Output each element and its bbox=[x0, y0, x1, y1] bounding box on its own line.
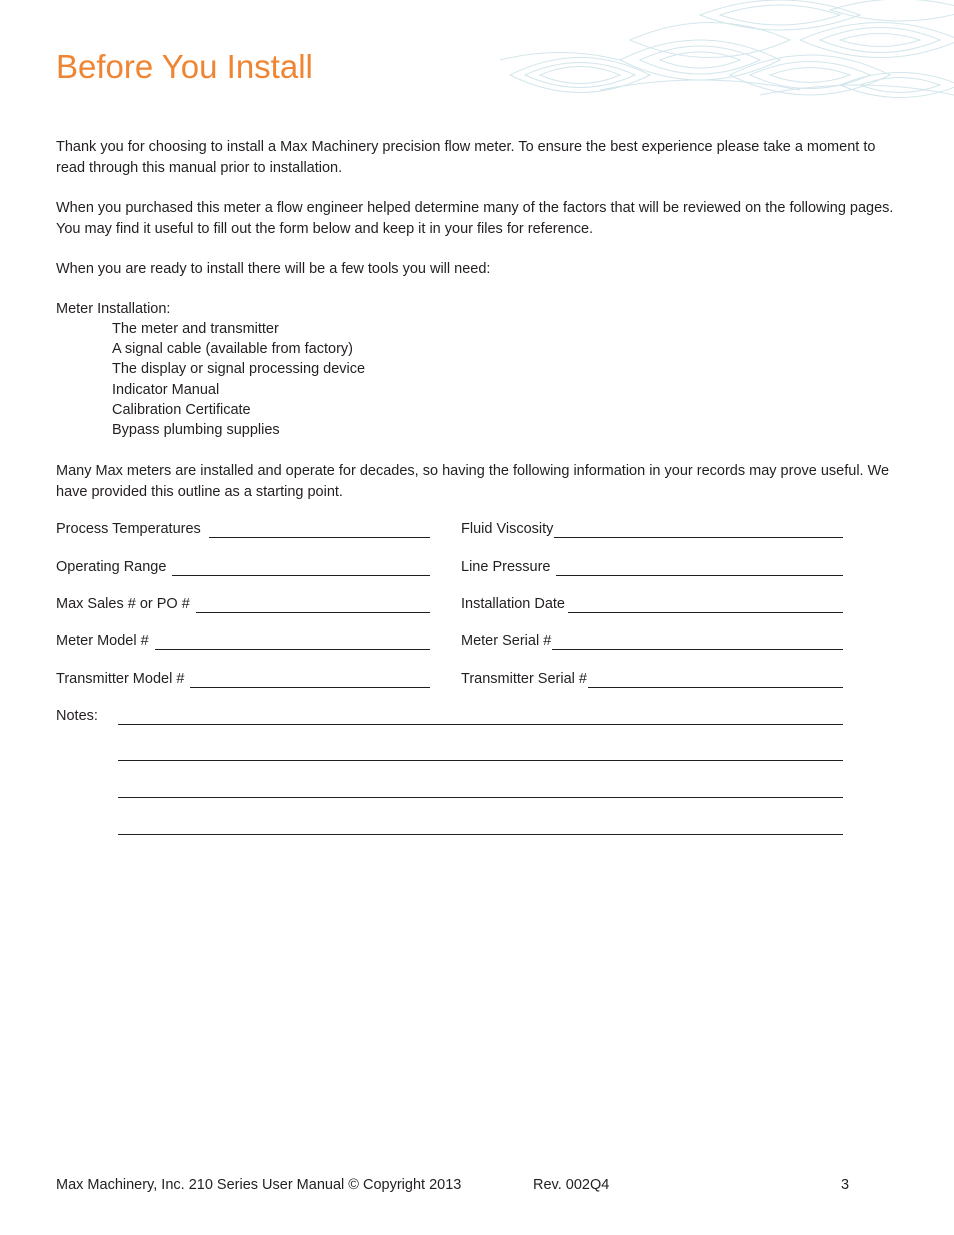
field-label: Line Pressure bbox=[461, 559, 551, 575]
meter-model-field[interactable] bbox=[56, 630, 430, 650]
list-item: A signal cable (available from factory) bbox=[112, 341, 353, 358]
process-temperatures-field[interactable] bbox=[56, 518, 430, 538]
fill-line[interactable] bbox=[196, 597, 430, 613]
meter-serial-field[interactable] bbox=[461, 630, 843, 650]
fill-line[interactable] bbox=[554, 522, 843, 538]
records-paragraph: Many Max meters are installed and operate for decades, so having the following information in your records may prove useful. We have provided this outline as a starting point. bbox=[56, 463, 890, 500]
wave-pattern-icon bbox=[500, 0, 954, 110]
notes-field[interactable] bbox=[56, 705, 843, 725]
fluid-viscosity-field[interactable] bbox=[461, 518, 843, 538]
field-label: Process Temperatures bbox=[56, 521, 201, 537]
tools-list bbox=[112, 319, 365, 440]
transmitter-serial-field[interactable] bbox=[461, 668, 843, 688]
footer-revision: Rev. 002Q4 bbox=[533, 1177, 610, 1193]
field-label: Operating Range bbox=[56, 559, 167, 575]
installation-date-field[interactable] bbox=[461, 593, 843, 613]
fill-line[interactable] bbox=[588, 672, 843, 688]
list-item: Calibration Certificate bbox=[112, 401, 251, 418]
fill-line[interactable] bbox=[155, 634, 430, 650]
list-item: The display or signal processing device bbox=[112, 361, 366, 378]
field-label: Installation Date bbox=[461, 596, 565, 612]
line-pressure-field[interactable] bbox=[461, 556, 843, 576]
fill-line[interactable] bbox=[556, 560, 843, 576]
purchase-paragraph: When you purchased this meter a flow engineer helped determine many of the factors that will be reviewed on the following pages. You may find it useful to fill out the form below and keep it in your files for reference. bbox=[56, 200, 894, 237]
page-title: Before You Install bbox=[56, 48, 313, 85]
footer-copyright: Max Machinery, Inc. 210 Series User Manual © Copyright 2013 bbox=[56, 1177, 462, 1193]
list-item: The meter and transmitter bbox=[112, 321, 279, 337]
fill-line[interactable] bbox=[552, 634, 843, 650]
fill-line[interactable] bbox=[172, 560, 430, 576]
field-label: Meter Model # bbox=[56, 633, 149, 649]
transmitter-model-field[interactable] bbox=[56, 668, 430, 688]
fill-line[interactable] bbox=[118, 709, 843, 725]
field-label: Notes: bbox=[56, 708, 98, 724]
fill-line[interactable] bbox=[209, 522, 430, 538]
sales-po-field[interactable] bbox=[56, 593, 430, 613]
list-heading: Meter Installation: bbox=[56, 301, 171, 317]
field-label: Meter Serial # bbox=[461, 633, 552, 649]
fill-line[interactable] bbox=[568, 597, 843, 613]
tools-paragraph: When you are ready to install there will be a few tools you will need: bbox=[56, 261, 491, 277]
operating-range-field[interactable] bbox=[56, 556, 430, 576]
notes-line[interactable] bbox=[118, 834, 843, 835]
field-label: Fluid Viscosity bbox=[461, 521, 554, 537]
page-number: 3 bbox=[841, 1177, 850, 1193]
list-item: Bypass plumbing supplies bbox=[112, 422, 280, 439]
list-item: Indicator Manual bbox=[112, 381, 220, 398]
notes-line[interactable] bbox=[118, 760, 843, 761]
intro-paragraph: Thank you for choosing to install a Max Machinery precision flow meter. To ensure the best experience please take a moment to read through this manual prior to installation. bbox=[56, 139, 876, 176]
field-label: Max Sales # or PO # bbox=[56, 596, 190, 612]
notes-line[interactable] bbox=[118, 797, 843, 798]
field-label: Transmitter Model # bbox=[56, 671, 185, 687]
field-label: Transmitter Serial # bbox=[461, 671, 587, 687]
fill-line[interactable] bbox=[190, 672, 430, 688]
